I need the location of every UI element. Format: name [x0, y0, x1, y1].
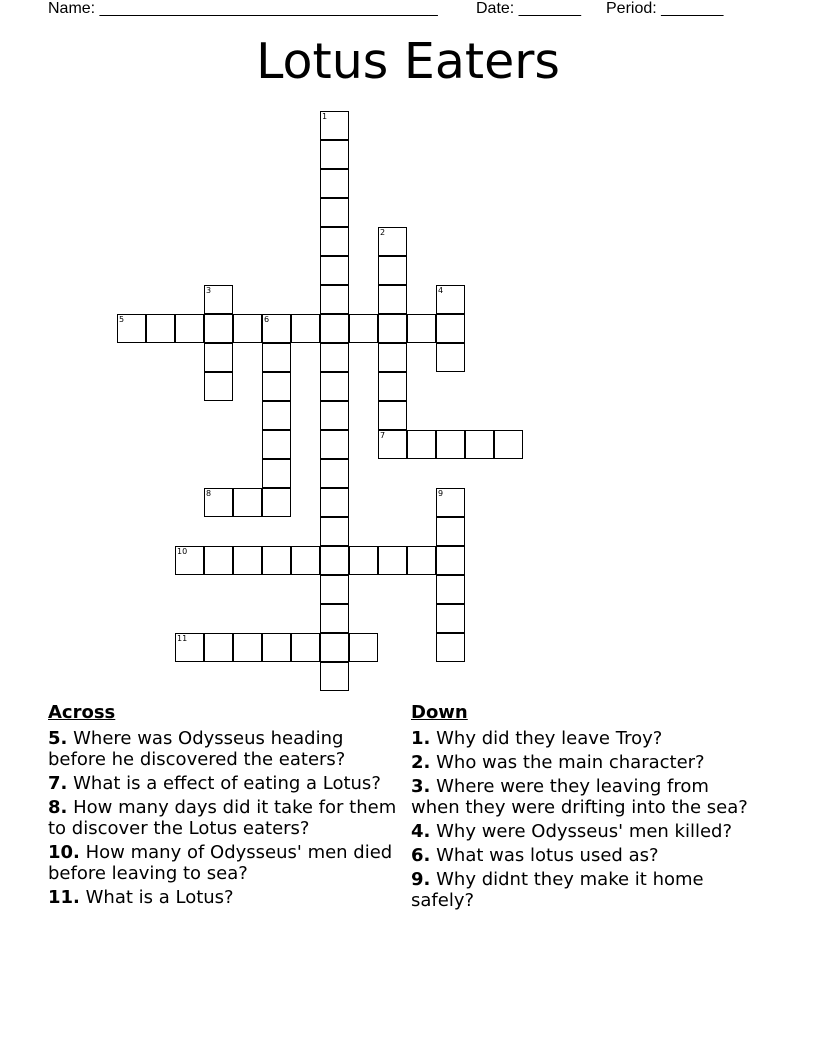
crossword-cell[interactable] [262, 314, 291, 343]
crossword-cell[interactable] [320, 401, 349, 430]
crossword-cell[interactable] [320, 459, 349, 488]
crossword-cell[interactable] [378, 314, 407, 343]
clue-number: 3 [206, 286, 212, 295]
crossword-cell[interactable] [204, 314, 233, 343]
clue-down-6: 6. What was lotus used as? [411, 845, 659, 866]
name-field-label[interactable]: Name: ______________________________________ [48, 0, 438, 17]
crossword-cell[interactable] [320, 430, 349, 459]
crossword-cell[interactable] [175, 633, 204, 662]
crossword-cell[interactable] [117, 314, 146, 343]
crossword-cell[interactable] [233, 546, 262, 575]
header [48, 0, 768, 20]
crossword-cell[interactable] [378, 401, 407, 430]
crossword-cell[interactable] [436, 285, 465, 314]
clue-number: 1 [322, 112, 328, 121]
down-heading: Down [411, 702, 468, 723]
crossword-cell[interactable] [175, 546, 204, 575]
clue-across-10: 10. How many of Odysseus' men died before leaving to sea? [48, 842, 393, 884]
crossword-cell[interactable] [262, 401, 291, 430]
crossword-cell[interactable] [204, 285, 233, 314]
clue-number: 7 [380, 431, 386, 440]
crossword-cell[interactable] [378, 546, 407, 575]
crossword-cell[interactable] [320, 575, 349, 604]
crossword-cell[interactable] [320, 256, 349, 285]
crossword-cell[interactable] [349, 314, 378, 343]
crossword-cell[interactable] [204, 546, 233, 575]
clue-down-2: 2. Who was the main character? [411, 752, 705, 773]
clue-number: 10 [177, 547, 188, 556]
crossword-cell[interactable] [436, 604, 465, 633]
crossword-cell[interactable] [436, 343, 465, 372]
crossword-cell[interactable] [349, 546, 378, 575]
clue-down-3: 3. Where were they leaving from when they were drifting into the sea? [411, 776, 748, 818]
down-clues [411, 702, 761, 914]
crossword-cell[interactable] [378, 285, 407, 314]
crossword-cell[interactable] [320, 662, 349, 691]
crossword-cell[interactable] [436, 633, 465, 662]
crossword-cell[interactable] [262, 633, 291, 662]
crossword-cell[interactable] [320, 198, 349, 227]
crossword-cell[interactable] [407, 430, 436, 459]
clue-across-8: 8. How many days did it take for them to discover the Lotus eaters? [48, 797, 397, 839]
crossword-cell[interactable] [436, 314, 465, 343]
crossword-cell[interactable] [262, 372, 291, 401]
crossword-cell[interactable] [378, 227, 407, 256]
crossword-cell[interactable] [465, 430, 494, 459]
clue-down-1: 1. Why did they leave Troy? [411, 728, 663, 749]
crossword-cell[interactable] [320, 372, 349, 401]
crossword-cell[interactable] [378, 430, 407, 459]
crossword-cell[interactable] [262, 546, 291, 575]
crossword-cell[interactable] [494, 430, 523, 459]
crossword-cell[interactable] [378, 256, 407, 285]
clue-number: 11 [177, 634, 188, 643]
clue-across-7: 7. What is a effect of eating a Lotus? [48, 773, 381, 794]
period-field-label[interactable]: Period: _______ [606, 0, 724, 17]
crossword-cell[interactable] [320, 546, 349, 575]
page-title: Lotus Eaters [256, 33, 560, 90]
crossword-cell[interactable] [436, 517, 465, 546]
crossword-cell[interactable] [436, 575, 465, 604]
crossword-cell[interactable] [436, 488, 465, 517]
crossword-cell[interactable] [320, 343, 349, 372]
clue-across-5: 5. Where was Odysseus heading before he discovered the eaters? [48, 728, 346, 770]
crossword-cell[interactable] [407, 546, 436, 575]
crossword-cell[interactable] [320, 285, 349, 314]
clue-number: 8 [206, 489, 212, 498]
crossword-cell[interactable] [320, 517, 349, 546]
crossword-cell[interactable] [378, 343, 407, 372]
crossword-cell[interactable] [320, 633, 349, 662]
crossword-cell[interactable] [349, 633, 378, 662]
crossword-cell[interactable] [204, 372, 233, 401]
crossword-cell[interactable] [204, 633, 233, 662]
across-clues [48, 702, 398, 911]
crossword-cell[interactable] [262, 430, 291, 459]
crossword-cell[interactable] [291, 314, 320, 343]
clue-number: 2 [380, 228, 386, 237]
crossword-cell[interactable] [291, 633, 320, 662]
crossword-cell[interactable] [233, 488, 262, 517]
crossword-cell[interactable] [233, 314, 262, 343]
crossword-cell[interactable] [146, 314, 175, 343]
crossword-cell[interactable] [175, 314, 204, 343]
across-heading: Across [48, 702, 116, 723]
crossword-cell[interactable] [320, 227, 349, 256]
crossword-cell[interactable] [262, 459, 291, 488]
crossword-cell[interactable] [378, 372, 407, 401]
clue-across-11: 11. What is a Lotus? [48, 887, 234, 908]
clue-down-4: 4. Why were Odysseus' men killed? [411, 821, 733, 842]
clue-number: 6 [264, 315, 270, 324]
crossword-cell[interactable] [204, 488, 233, 517]
crossword-cell[interactable] [262, 343, 291, 372]
clue-down-9: 9. Why didnt they make it home safely? [411, 869, 704, 911]
crossword-cell[interactable] [291, 546, 320, 575]
crossword-cell[interactable] [320, 314, 349, 343]
crossword-cell[interactable] [320, 140, 349, 169]
crossword-cell[interactable] [262, 488, 291, 517]
crossword-cell[interactable] [320, 169, 349, 198]
clue-number: 5 [119, 315, 125, 324]
crossword-cell[interactable] [320, 111, 349, 140]
date-field-label[interactable]: Date: _______ [476, 0, 581, 17]
crossword-cell[interactable] [233, 633, 262, 662]
crossword-cell[interactable] [436, 430, 465, 459]
crossword-cell[interactable] [320, 488, 349, 517]
crossword-cell[interactable] [436, 546, 465, 575]
crossword-cell[interactable] [320, 604, 349, 633]
crossword-cell[interactable] [407, 314, 436, 343]
clue-number: 4 [438, 286, 444, 295]
crossword-cell[interactable] [204, 343, 233, 372]
clue-number: 9 [438, 489, 444, 498]
